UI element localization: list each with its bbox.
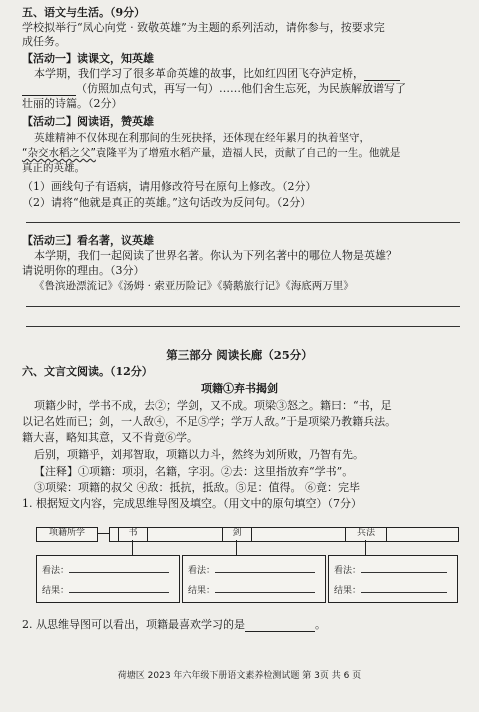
mindmap-topic-warfare: 兵法 — [345, 527, 387, 542]
answer-blank[interactable] — [215, 584, 315, 593]
answer-blank[interactable] — [361, 564, 447, 573]
mindmap-topic-bar — [109, 527, 459, 542]
answer-line[interactable] — [26, 306, 460, 307]
page-footer: 荷塘区 2023 年六年级下册语文素养检测试题 第 3页 共 6 页 — [117, 671, 362, 681]
mindmap-topic-sword: 剑 — [222, 527, 252, 542]
mindmap-root: 项籍所学 — [36, 527, 98, 542]
activity2-q2: （2）请将“他就是真正的英雄。”这句话改为反问句。（2分） — [22, 196, 312, 209]
activity2-line1: 英雄精神不仅体现在利那间的生死抉择，还体现在经年累月的执着坚守， — [34, 132, 370, 144]
answer-blank[interactable] — [215, 564, 315, 573]
activity2-title: 【活动二】阅读语，赞英雄 — [22, 115, 154, 128]
answer-line[interactable] — [26, 326, 460, 327]
answer-blank[interactable] — [22, 82, 76, 96]
passage-line3: 籍大喜，略知其意，又不肯竟⑥学。 — [22, 431, 198, 444]
section5-heading: 五、语文与生活。（9分） — [22, 6, 146, 19]
activity3-books: 《鲁滨逊漂流记》《汤姆 · 索亚历险记》《骑鹅旅行记》《海底两万里》 — [34, 280, 354, 292]
activity2-line2: “杂交水稻之父”袁隆平为了增殖水稻产量，造福人民，贡献了自己的一生。他就是 — [22, 147, 401, 159]
activity2-q1: （1）画线句子有语病，请用修改符号在原句上修改。（2分） — [22, 180, 317, 193]
mindmap-detail-book: 看法： 结果： — [36, 555, 180, 603]
connector — [365, 540, 366, 555]
annotation-line2: ③项梁：项籍的叔父 ④敌：抵抗，抵敌。⑤足：值得。 ⑥竟：完毕 — [34, 481, 360, 494]
mindmap-detail-warfare: 看法： 结果： — [328, 555, 458, 603]
passage-line2: 以记名姓而已；剑，一人敌④，不足⑤学；学万人敌。”于是项梁乃教籍兵法。 — [22, 415, 397, 428]
activity1-title: 【活动一】读课文，知英雄 — [22, 52, 154, 65]
activity1-line2: （仿照加点句式，再写一句）……他们舍生忘死，为民族解放谱写了 — [22, 82, 462, 96]
answer-blank[interactable] — [364, 67, 400, 81]
answer-blank[interactable] — [245, 618, 315, 632]
passage-title: 项籍①弃书揭剑 — [201, 382, 278, 395]
part3-heading: 第三部分 阅读长廊（25分） — [166, 348, 313, 362]
underlined-sentence: “杂交水稻之父” — [22, 147, 96, 159]
connector — [97, 533, 109, 534]
answer-blank[interactable] — [69, 584, 169, 593]
activity2-line3: 真正的英雄。 — [22, 162, 85, 174]
activity1-line1: 本学期，我们学习了很多革命英雄的故事，比如红四团飞夺泸定桥， — [34, 67, 462, 81]
answer-line[interactable] — [26, 222, 460, 223]
activity3-title: 【活动三】看名著，议英雄 — [22, 234, 154, 247]
connector — [236, 540, 237, 555]
answer-blank[interactable] — [69, 564, 169, 573]
mindmap-detail-sword: 看法： 结果： — [182, 555, 326, 603]
passage-line1: 项籍少时，学书不成，去②；学剑，又不成。项梁③怒之。籍曰：“书，足 — [34, 399, 392, 412]
question2: 2. 从思维导图可以看出，项籍最喜欢学习的是 。 — [22, 618, 326, 631]
activity1-line3: 壮丽的诗篇。（2分） — [22, 97, 123, 110]
activity3-line1: 本学期，我们一起阅读了世界名著。你认为下列名著中的哪位人物是英雄？ — [34, 249, 397, 262]
answer-blank[interactable] — [361, 584, 447, 593]
section6-heading: 六、文言文阅读。（12分） — [22, 365, 153, 378]
activity3-line2: 请说明你的理由。（3分） — [22, 264, 145, 277]
section5-intro-line2: 成任务。 — [22, 35, 66, 48]
mindmap-topic-book: 书 — [118, 527, 148, 542]
annotation-line1: 【注释】①项籍：项羽，名籍，字羽。②去：这里指放弃“学书”。 — [34, 465, 354, 478]
passage-line4: 后别，项籍乎，刘邦智取，项籍以力斗，然终为刘所败，乃智有先。 — [34, 448, 364, 461]
connector — [132, 540, 133, 555]
section5-intro-line1: 学校拟举行“凤心向党 · 致敬英雄”为主题的系列活动，请你参与，按要求完 — [22, 21, 385, 34]
question1: 1. 根据短文内容，完成思维导图及填空。（用文中的原句填空）（7分） — [22, 497, 362, 510]
